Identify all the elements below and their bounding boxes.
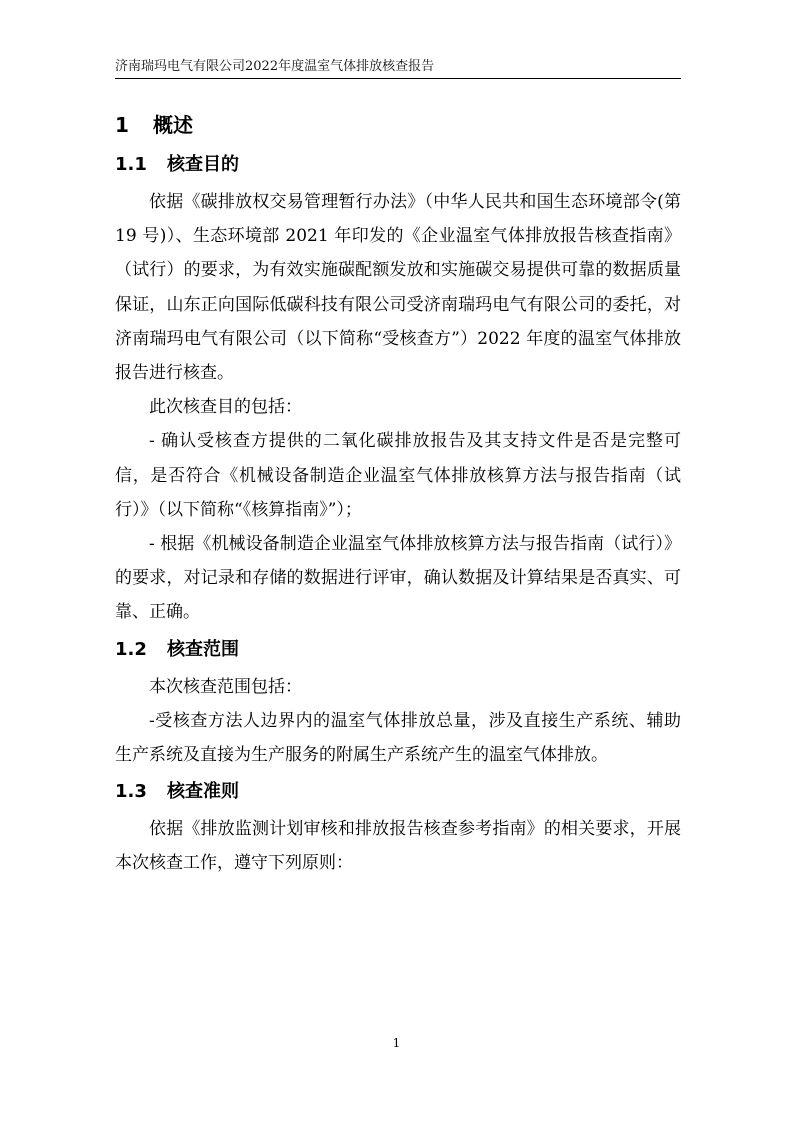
paragraph-basis: 依据《碳排放权交易管理暂行办法》（中华人民共和国生态环境部令(第 19 号)）、生态环境部 2021 年印发的《企业温室气体排放报告核查指南》（试行）的要求，为有效实施碳配额发放和实施碳交易提供可靠的数据质量保证，山东正向国际低碳科技有限公司受济南瑞玛电气有限公司的委托，对济南瑞玛电气有限公司（以下简称“受核查方”）2022 年度的温室气体排放报告进行核查。 (115, 192, 681, 384)
paragraph-purpose-item-1: - 确认受核查方提供的二氧化碳排放报告及其支持文件是否是完整可信，是否符合《机械设备制造企业温室气体排放核算方法与报告指南（试行）》（以下简称“《核算指南》”）； (115, 431, 681, 520)
section-heading-criteria (115, 772, 681, 812)
chapter-number: 1 (115, 113, 129, 137)
chapter-heading (115, 105, 681, 145)
paragraph-scope-item: -受核查方法人边界内的温室气体排放总量，涉及直接生产系统、辅助生产系统及直接为生产服务的附属生产系统产生的温室气体排放。 (115, 710, 681, 766)
page-content (115, 105, 681, 881)
chapter-title: 概述 (153, 113, 193, 137)
section-title: 核查范围 (167, 638, 239, 660)
section-number: 1.3 (115, 781, 147, 803)
section-number: 1.2 (115, 638, 147, 660)
paragraph-purpose-item-2: - 根据《机械设备制造企业温室气体排放核算方法与报告指南（试行）》的要求，对记录和存储的数据进行评审，确认数据及计算结果是否真实、可靠、正确。 (115, 534, 681, 623)
page-footer (0, 1036, 793, 1050)
header-title: 济南瑞玛电气有限公司2022年度温室气体排放核查报告 (115, 59, 435, 74)
section-title: 核查准则 (167, 781, 239, 803)
page-number: 1 (392, 1036, 401, 1050)
section-heading-purpose (115, 145, 681, 185)
paragraph-scope-intro: 本次核查范围包括： (149, 676, 302, 697)
paragraph-purpose-intro: 此次核查目的包括： (149, 397, 302, 418)
section-heading-scope (115, 630, 681, 670)
paragraph-criteria: 依据《排放监测计划审核和排放报告核查参考指南》的相关要求，开展本次核查工作，遵守下列原则： (115, 819, 681, 874)
section-title: 核查目的 (167, 154, 239, 175)
section-number: 1.1 (115, 154, 147, 175)
page-header (115, 57, 681, 79)
